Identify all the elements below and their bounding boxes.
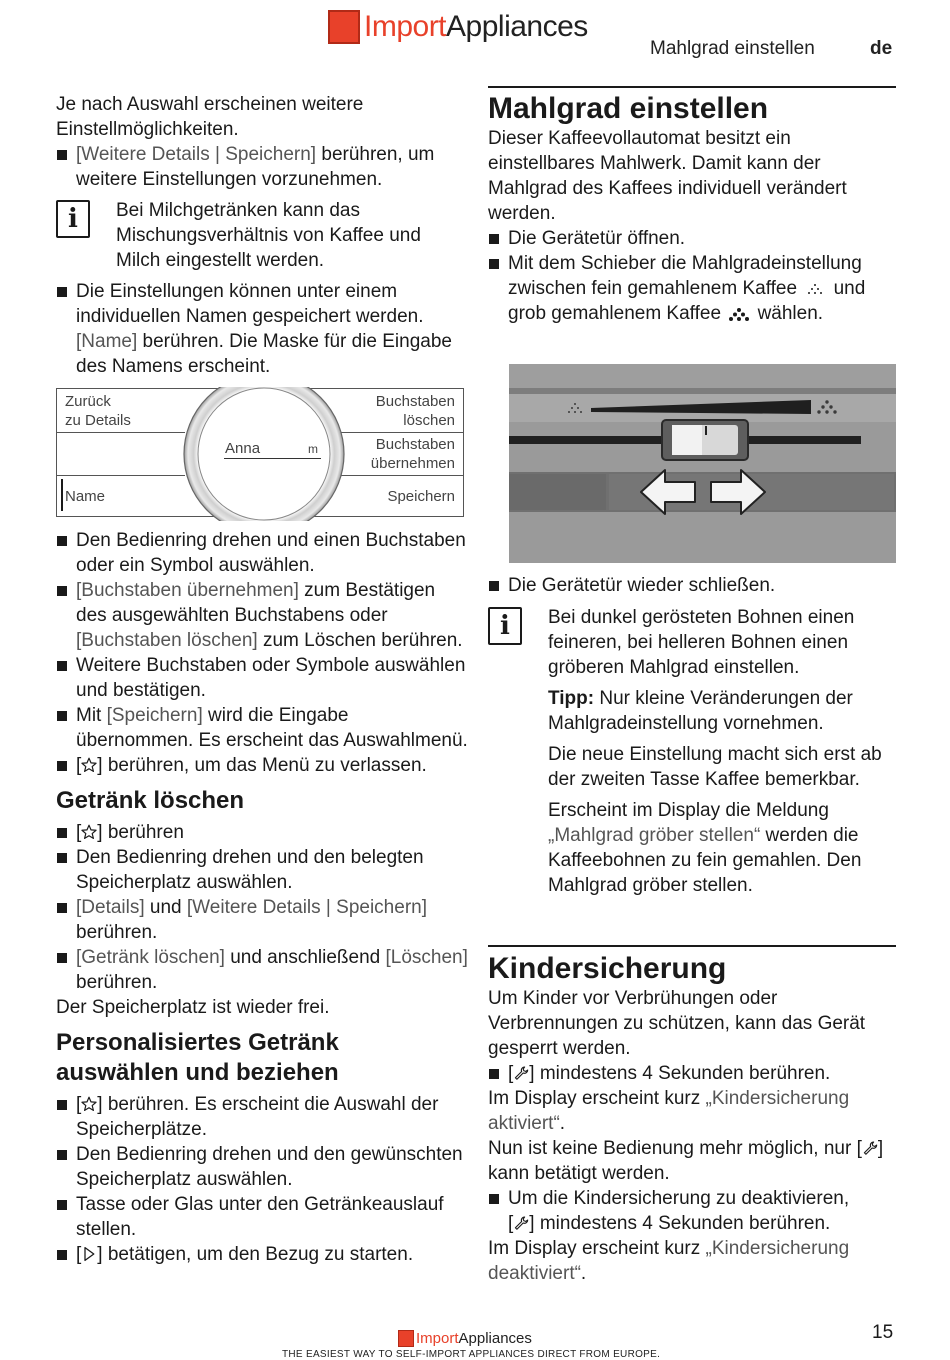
info-note-text: Bei Milchgetränken kann das Mischungsverhältnis von Kaffee und Milch eingestellt werden.	[116, 200, 421, 271]
footer-logo: ImportAppliances	[398, 1330, 532, 1347]
list-item: Die Gerätetür öffnen.	[488, 226, 896, 251]
section-rule	[488, 945, 896, 947]
list-item: Tasse oder Glas unter den Getränkeauslauf stellen.	[56, 1192, 468, 1242]
name-field-label[interactable]: Name	[65, 488, 106, 505]
child-lock-activated: Im Display erscheint kurz „Kindersicherung aktiviert“.	[488, 1088, 850, 1134]
delete-letter-button[interactable]: Buchstaben löschen	[375, 393, 455, 429]
wrench-icon	[513, 1065, 529, 1081]
list-item: [ ] betätigen, um den Bezug zu starten.	[56, 1242, 468, 1267]
right-column-top	[488, 92, 896, 326]
list-item: [ ] mindestens 4 Sekunden berühren.	[488, 1061, 896, 1086]
list-item: [Buchstaben übernehmen] zum Bestätigen des ausgewählten Buchstabens oder [Buchstaben löschen] zum Löschen berühren.	[56, 578, 468, 653]
right-column-middle	[488, 573, 896, 898]
heading-personal-drink: Personalisiertes Getränk auswählen und beziehen	[56, 1029, 339, 1086]
logo-mark-icon	[398, 1330, 414, 1347]
left-column-top	[56, 92, 468, 379]
header-logo	[328, 10, 588, 44]
list-item: Weitere Buchstaben oder Symbole auswählen und bestätigen.	[56, 653, 468, 703]
list-item: [Weitere Details | Speichern] berühren, um weitere Einstellungen vorzunehmen.	[56, 142, 468, 192]
info-note	[488, 605, 896, 898]
child-lock-intro: Um Kinder vor Verbrühungen oder Verbrennungen zu schützen, kann das Gerät gesperrt werden.	[488, 988, 866, 1059]
header-language: de	[870, 38, 893, 59]
name-entry-text: Anna	[225, 440, 261, 457]
page-number: 15	[872, 1322, 894, 1343]
control-ring-icon[interactable]	[179, 387, 349, 521]
info-icon: i	[488, 607, 522, 645]
info-note-text: Bei dunkel gerösteten Bohnen einen feineren, bei helleren Bohnen einen gröberen Mahlgrad einstellen.	[548, 607, 855, 678]
list-item: [Details] und [Weitere Details | Speichern] berühren.	[56, 895, 468, 945]
heading-grind-setting: Mahlgrad einstellen	[488, 92, 769, 125]
wrench-icon	[862, 1140, 878, 1156]
start-icon	[81, 1246, 97, 1262]
list-item: [Getränk löschen] und anschließend [Löschen] berühren.	[56, 945, 468, 995]
list-item: Die Einstellungen können unter einem individuellen Namen gespeichert werden. [Name] berühren. Die Maske für die Eingabe des Namens erscheint.	[56, 279, 468, 379]
list-item: Mit [Speichern] wird die Eingabe übernommen. Es erscheint das Auswahlmenü.	[56, 703, 468, 753]
list-item: Den Bedienring drehen und den belegten Speicherplatz auswählen.	[56, 845, 468, 895]
right-column-bottom	[488, 952, 896, 1286]
save-button[interactable]: Speichern	[387, 488, 455, 505]
list-item: [ ] berühren. Es erscheint die Auswahl der Speicherplätze.	[56, 1092, 468, 1142]
intro-text: Je nach Auswahl erscheinen weitere Einstellmöglichkeiten.	[56, 94, 364, 140]
info-note	[56, 198, 468, 273]
accept-letter-button[interactable]: Buchstaben übernehmen	[370, 436, 455, 472]
info-icon: i	[56, 200, 90, 238]
footer-tagline: THE EASIEST WAY TO SELF-IMPORT APPLIANCES DIRECT FROM EUROPE.	[282, 1349, 661, 1360]
grind-intro: Dieser Kaffeevollautomat besitzt ein einstellbares Mahlwerk. Damit kann der Mahlgrad des Kaffees individuell verändert werden.	[488, 128, 847, 224]
logo-import: Import	[364, 10, 447, 43]
list-item: [ ] berühren, um das Menü zu verlassen.	[56, 753, 468, 778]
left-column-bottom	[56, 528, 468, 1267]
list-item: Die Gerätetür wieder schließen.	[488, 573, 896, 598]
coarse-grind-icon	[726, 307, 752, 321]
child-lock-note: Nun ist keine Bedienung mehr möglich, nur [ ] kann betätigt werden.	[488, 1138, 884, 1184]
note-second-cup: Die neue Einstellung macht sich erst ab der zweiten Tasse Kaffee bemerkbar.	[548, 744, 882, 790]
grind-slider-illustration	[509, 364, 896, 563]
logo-appliances: Appliances	[446, 10, 588, 43]
header-section-title: Mahlgrad einstellen	[650, 38, 815, 59]
name-entry-panel	[56, 388, 464, 517]
cursor-letter: m	[308, 442, 318, 456]
delete-result-text: Der Speicherplatz ist wieder frei.	[56, 997, 330, 1018]
back-to-details-button[interactable]: Zurück zu Details	[65, 393, 131, 429]
section-rule	[488, 86, 896, 88]
heading-child-lock: Kindersicherung	[488, 952, 727, 985]
child-lock-deactivated: Im Display erscheint kurz „Kindersicherung deaktiviert“.	[488, 1238, 850, 1284]
list-item: [ ] berühren	[56, 820, 468, 845]
list-item: Den Bedienring drehen und den gewünschten Speicherplatz auswählen.	[56, 1142, 468, 1192]
heading-delete-drink: Getränk löschen	[56, 787, 245, 814]
wrench-icon	[513, 1215, 529, 1231]
star-icon	[81, 824, 97, 840]
logo-mark-icon	[328, 10, 360, 44]
star-icon	[81, 757, 97, 773]
note-display-message: Erscheint im Display die Meldung „Mahlgrad gröber stellen“ werden die Kaffeebohnen zu fein gemahlen. Den Mahlgrad gröber stellen.	[548, 800, 862, 896]
star-icon	[81, 1096, 97, 1112]
list-item: Mit dem Schieber die Mahlgradeinstellung zwischen fein gemahlenem Kaffee und grob gemahlenem Kaffee wählen.	[488, 251, 896, 326]
list-item: Um die Kindersicherung zu deaktivieren, [ ] mindestens 4 Sekunden berühren.	[488, 1186, 896, 1236]
list-item: Den Bedienring drehen und einen Buchstaben oder ein Symbol auswählen.	[56, 528, 468, 578]
fine-grind-icon	[802, 282, 828, 296]
tip-text: Tipp: Nur kleine Veränderungen der Mahlgradeinstellung vornehmen.	[548, 688, 853, 734]
display-text: [Weitere Details | Speichern]	[76, 144, 317, 165]
